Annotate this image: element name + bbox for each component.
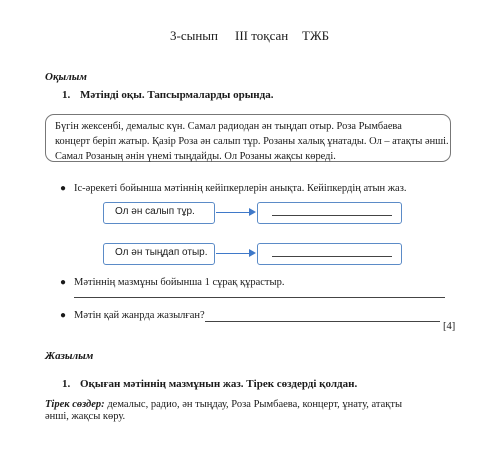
answer-box-listener[interactable]: [257, 243, 402, 265]
bullet-text: Іс-әрекеті бойынша мәтіннің кейіпкерлерін анықта. Кейіпкердің атын жаз.: [74, 183, 407, 194]
bullet-icon: ●: [60, 183, 67, 194]
passage-line: концерт беріп жатыр. Қазір Роза ән салып тұр. Розаны халық ұнатады. Ол – атақты әнші.: [55, 136, 449, 147]
writing-task: [62, 378, 392, 392]
bullet-icon: ●: [60, 277, 67, 288]
right-arrow-icon: [249, 208, 256, 216]
bullet-item-question: [60, 277, 480, 291]
action-box-singing: Ол ән салып тұр.: [103, 202, 215, 224]
reading-section-title: Оқылым: [45, 71, 87, 83]
bullet-item-characters: [60, 183, 480, 197]
writing-task-number: 1.: [62, 378, 71, 390]
keywords-label: Тірек сөздер:: [45, 399, 105, 410]
reading-task-text: Мәтінді оқы. Тапсырмаларды орында.: [80, 89, 274, 101]
assessment-label: ТЖБ: [302, 28, 330, 43]
grade-label: 3-сынып: [170, 28, 218, 43]
passage-line: Самал Розаның әнін үнемі тыңдайды. Ол Розаны жақсы көреді.: [55, 151, 336, 162]
action-box-listening: Ол ән тыңдап отыр.: [103, 243, 215, 265]
quarter-label: ІІІ тоқсан: [235, 28, 289, 43]
bullet-text: Мәтін қай жанрда жазылған?: [74, 310, 205, 321]
arrow-line: [216, 253, 249, 254]
reading-task-number: 1.: [62, 89, 71, 101]
reading-passage-box: [45, 114, 451, 162]
worksheet-header: [0, 28, 500, 44]
reading-task: [62, 89, 362, 103]
passage-line: Бүгін жексенбі, демалыс күн. Самал радиодан ән тыңдап отыр. Роза Рымбаева: [55, 121, 402, 132]
arrow-line: [216, 212, 249, 213]
bullet-icon: ●: [60, 310, 67, 321]
answer-line: [272, 256, 392, 257]
bullet-text: Мәтіннің мазмұны бойынша 1 сұрақ құрастыр.: [74, 277, 285, 288]
right-arrow-icon: [249, 249, 256, 257]
keywords-text: демалыс, радио, ән тыңдау, Роза Рымбаева, концерт, ұнату, атақты: [104, 399, 403, 410]
answer-line-genre[interactable]: [205, 321, 440, 322]
answer-box-singer[interactable]: [257, 202, 402, 224]
writing-task-text: Оқыған мәтіннің мазмұнын жаз. Тірек сөздерді қолдан.: [80, 378, 358, 390]
answer-line: [272, 215, 392, 216]
score-label: [4]: [443, 321, 456, 332]
answer-line-question[interactable]: [74, 297, 445, 298]
bullet-item-genre: [60, 310, 210, 324]
keywords-text-continued: әнші, жақсы көру.: [45, 411, 126, 422]
keywords-block: [45, 399, 465, 423]
writing-section-title: Жазылым: [45, 350, 94, 362]
